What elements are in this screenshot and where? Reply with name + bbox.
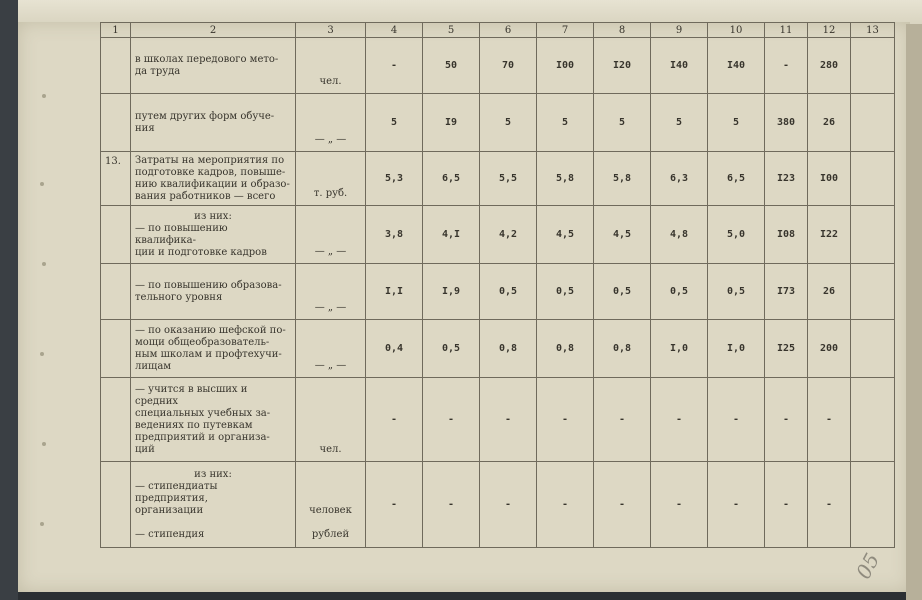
- description-line: вания работников — всего: [135, 190, 276, 202]
- table-row: [101, 152, 895, 206]
- row-description: [131, 152, 296, 206]
- value-cell: -: [708, 462, 765, 548]
- col-number: 2: [131, 23, 296, 38]
- unit-cell: — „ —: [296, 320, 366, 378]
- description-line: ным школам и профтехучи-: [135, 348, 282, 360]
- document-page: [18, 22, 910, 592]
- table-row: [101, 378, 895, 462]
- description-line: в школах передового мето-: [135, 53, 279, 65]
- unit-cell: т. руб.: [296, 152, 366, 206]
- value-cell: -: [537, 462, 594, 548]
- value-cell: -: [765, 462, 808, 548]
- empty-cell: [851, 320, 895, 378]
- value-cell: -: [423, 462, 480, 548]
- empty-cell: [851, 264, 895, 320]
- unit-line: человек: [309, 505, 352, 516]
- col-number: 10: [708, 23, 765, 38]
- empty-cell: [851, 462, 895, 548]
- description-line: предприятий и организа-: [135, 431, 270, 443]
- description-line: ций: [135, 443, 155, 455]
- unit-cell: чел.: [296, 378, 366, 462]
- value-cell: 5,8: [537, 152, 594, 206]
- value-cell: -: [537, 378, 594, 462]
- value-cell: 280: [808, 38, 851, 94]
- value-cell: 0,5: [423, 320, 480, 378]
- value-cell: I9: [423, 94, 480, 152]
- description-line: — стипендиаты предприятия,: [135, 480, 218, 504]
- empty-cell: [851, 94, 895, 152]
- value-cell: I,9: [423, 264, 480, 320]
- col-number: 3: [296, 23, 366, 38]
- value-cell: 200: [808, 320, 851, 378]
- unit-line: [300, 517, 361, 529]
- unit-cell: [296, 462, 366, 548]
- value-cell: I,I: [366, 264, 423, 320]
- value-cell: -: [366, 462, 423, 548]
- value-cell: I25: [765, 320, 808, 378]
- description-line: путем других форм обуче-: [135, 110, 275, 122]
- value-cell: 0,8: [594, 320, 651, 378]
- description-line: да труда: [135, 65, 181, 77]
- value-cell: 5: [480, 94, 537, 152]
- col-number: 11: [765, 23, 808, 38]
- value-cell: 6,5: [423, 152, 480, 206]
- value-cell: -: [651, 378, 708, 462]
- row-index: [101, 462, 131, 548]
- value-cell: 5: [708, 94, 765, 152]
- row-index: [101, 206, 131, 264]
- value-cell: 5: [594, 94, 651, 152]
- value-cell: 4,8: [651, 206, 708, 264]
- value-cell: I23: [765, 152, 808, 206]
- value-cell: I00: [808, 152, 851, 206]
- description-line: — по повышению квалифика-: [135, 222, 228, 246]
- unit-cell: — „ —: [296, 264, 366, 320]
- value-cell: 26: [808, 94, 851, 152]
- value-cell: 0,8: [537, 320, 594, 378]
- description-line: ведениях по путевкам: [135, 419, 253, 431]
- value-cell: -: [594, 378, 651, 462]
- description-line: лищам: [135, 360, 172, 372]
- value-cell: 5,0: [708, 206, 765, 264]
- punch-mark: [40, 522, 44, 526]
- empty-cell: [851, 206, 895, 264]
- subheading: из них:: [194, 210, 232, 222]
- unit-cell: — „ —: [296, 206, 366, 264]
- punch-mark: [40, 182, 44, 186]
- punch-mark: [42, 94, 46, 98]
- value-cell: 0,5: [708, 264, 765, 320]
- table-row: [101, 38, 895, 94]
- description-line: нию квалификации и образо-: [135, 178, 290, 190]
- value-cell: I00: [537, 38, 594, 94]
- punch-mark: [42, 442, 46, 446]
- value-cell: I22: [808, 206, 851, 264]
- row-index: 13.: [101, 152, 131, 206]
- value-cell: -: [765, 38, 808, 94]
- empty-cell: [851, 152, 895, 206]
- punch-mark: [40, 352, 44, 356]
- description-line: — стипендия: [135, 528, 205, 540]
- description-line: ния: [135, 122, 155, 134]
- value-cell: 4,I: [423, 206, 480, 264]
- col-number: 9: [651, 23, 708, 38]
- scan-left-edge: [0, 0, 18, 600]
- value-cell: 70: [480, 38, 537, 94]
- col-number: 5: [423, 23, 480, 38]
- row-index: [101, 38, 131, 94]
- value-cell: 5,5: [480, 152, 537, 206]
- value-cell: -: [765, 378, 808, 462]
- handwritten-page-number: 05: [851, 549, 885, 583]
- value-cell: 3,8: [366, 206, 423, 264]
- value-cell: I,0: [708, 320, 765, 378]
- col-number: 8: [594, 23, 651, 38]
- row-description: [131, 462, 296, 548]
- value-cell: -: [808, 378, 851, 462]
- row-index: [101, 264, 131, 320]
- value-cell: -: [423, 378, 480, 462]
- value-cell: -: [366, 38, 423, 94]
- table-row: [101, 94, 895, 152]
- value-cell: 5,3: [366, 152, 423, 206]
- value-cell: 5,8: [594, 152, 651, 206]
- value-cell: -: [480, 462, 537, 548]
- col-number: 7: [537, 23, 594, 38]
- value-cell: I73: [765, 264, 808, 320]
- table-row: [101, 320, 895, 378]
- row-description: [131, 94, 296, 152]
- description-line: — по оказанию шефской по-: [135, 324, 286, 336]
- row-description: [131, 320, 296, 378]
- punch-mark: [42, 262, 46, 266]
- unit-cell: — „ —: [296, 94, 366, 152]
- row-description: [131, 378, 296, 462]
- value-cell: -: [366, 378, 423, 462]
- value-cell: -: [651, 462, 708, 548]
- value-cell: -: [594, 462, 651, 548]
- description-line: [135, 517, 291, 529]
- description-line: мощи общеобразователь-: [135, 336, 270, 348]
- value-cell: 5: [537, 94, 594, 152]
- row-description: [131, 206, 296, 264]
- description-line: подготовке кадров, повыше-: [135, 166, 286, 178]
- col-number: 1: [101, 23, 131, 38]
- row-description: [131, 264, 296, 320]
- value-cell: 0,5: [594, 264, 651, 320]
- value-cell: 5: [651, 94, 708, 152]
- value-cell: 26: [808, 264, 851, 320]
- col-number: 13: [851, 23, 895, 38]
- table-row: [101, 206, 895, 264]
- empty-cell: [851, 38, 895, 94]
- value-cell: 4,5: [594, 206, 651, 264]
- value-cell: -: [808, 462, 851, 548]
- col-number: 6: [480, 23, 537, 38]
- table-row: [101, 462, 895, 548]
- value-cell: 50: [423, 38, 480, 94]
- value-cell: 6,5: [708, 152, 765, 206]
- value-cell: I20: [594, 38, 651, 94]
- description-line: специальных учебных за-: [135, 407, 271, 419]
- value-cell: 5: [366, 94, 423, 152]
- value-cell: -: [708, 378, 765, 462]
- row-index: [101, 94, 131, 152]
- description-line: организации: [135, 504, 204, 516]
- value-cell: 0,5: [480, 264, 537, 320]
- column-number-row: [101, 23, 895, 38]
- unit-line: рублей: [311, 529, 350, 540]
- description-line: — по повышению образова-: [135, 279, 282, 291]
- row-index: [101, 378, 131, 462]
- value-cell: I40: [708, 38, 765, 94]
- row-index: [101, 320, 131, 378]
- value-cell: I40: [651, 38, 708, 94]
- col-number: 4: [366, 23, 423, 38]
- value-cell: 6,3: [651, 152, 708, 206]
- value-cell: I08: [765, 206, 808, 264]
- value-cell: -: [480, 378, 537, 462]
- value-cell: 0,4: [366, 320, 423, 378]
- value-cell: I,0: [651, 320, 708, 378]
- value-cell: 4,2: [480, 206, 537, 264]
- table-row: [101, 264, 895, 320]
- row-description: [131, 38, 296, 94]
- scan-right-edge: [906, 24, 922, 600]
- data-table: [100, 22, 895, 548]
- description-line: ции и подготовке кадров: [135, 246, 267, 258]
- value-cell: 4,5: [537, 206, 594, 264]
- empty-cell: [851, 378, 895, 462]
- subheading: из них:: [194, 468, 232, 480]
- description-line: Затраты на мероприятия по: [135, 154, 285, 166]
- unit-cell: чел.: [296, 38, 366, 94]
- value-cell: 0,5: [537, 264, 594, 320]
- description-line: — учится в высших и средних: [135, 383, 248, 407]
- value-cell: 380: [765, 94, 808, 152]
- value-cell: 0,5: [651, 264, 708, 320]
- description-line: тельного уровня: [135, 291, 223, 303]
- col-number: 12: [808, 23, 851, 38]
- value-cell: 0,8: [480, 320, 537, 378]
